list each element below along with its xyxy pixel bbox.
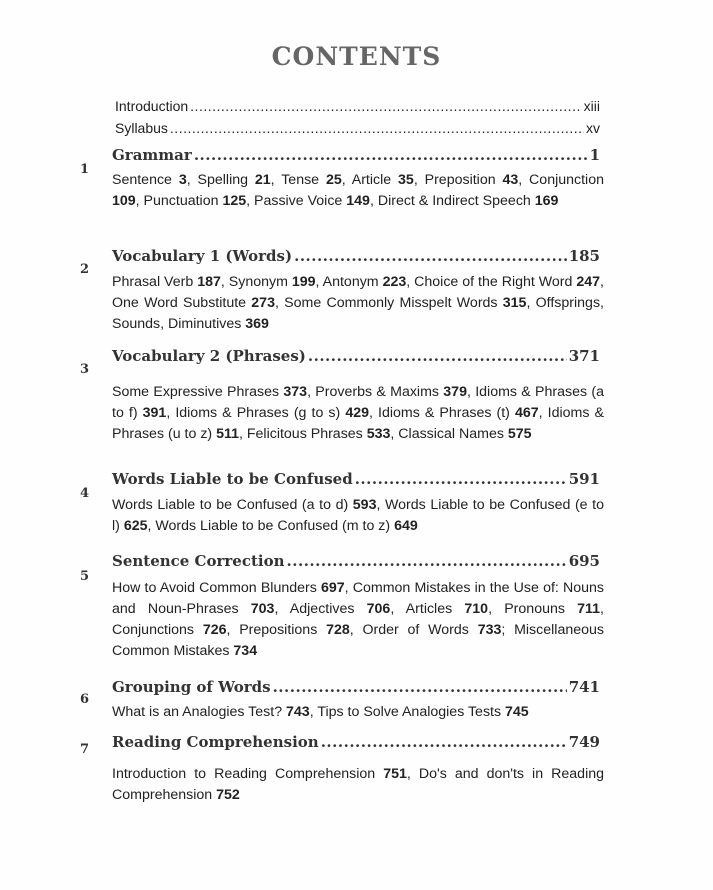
chapter-title: Grammar [112,146,192,164]
leader-dots [294,247,567,265]
toc-chapter-1[interactable] [112,146,600,164]
entry-label: Introduction [115,98,189,114]
leader-dots [273,678,567,696]
toc-entry-introduction[interactable] [115,98,600,114]
chapter-number: 5 [80,569,90,584]
entry-page: xiii [583,98,600,114]
chapter-subtopics: How to Avoid Common Blunders 697, Common Mistakes in the Use of: Nouns and Noun-Phrases 703, Adjectives 706, Articles 710, Pronouns 711, Conjunctions 726, Prepositions 728, Order of Words 733; Miscellaneous Common Mistakes 734 [112,580,605,659]
chapter-page: 185 [568,247,600,265]
leader-dots [308,347,567,365]
chapter-title: Sentence Correction [112,552,285,570]
chapter-title: Grouping of Words [112,678,271,696]
leader-dots [321,733,567,751]
chapter-subtopics: What is an Analogies Test? 743, Tips to Solve Analogies Tests 745 [112,704,529,720]
chapter-title: Vocabulary 1 (Words) [112,247,293,265]
chapter-subtopics: Words Liable to be Confused (a to d) 593, Words Liable to be Confused (e to l) 625, Words Liable to be Confused (m to z) 649 [112,497,604,534]
entry-label: Syllabus [115,120,168,136]
chapter-title: Vocabulary 2 (Phrases) [112,347,306,365]
toc-entry-syllabus[interactable] [115,120,600,136]
leader-dots [194,146,588,164]
entry-page: xv [586,120,600,136]
page-title: CONTENTS [271,42,442,71]
leader-dots [170,120,584,136]
chapter-number: 7 [80,742,90,757]
leader-dots [190,98,581,114]
chapter-number: 3 [80,362,90,377]
chapter-number: 4 [80,486,90,501]
toc-chapter-7[interactable] [112,733,600,751]
chapter-subtopics: Sentence 3, Spelling 21, Tense 25, Article 35, Preposition 43, Conjunction 109, Punctuation 125, Passive Voice 149, Direct & Indirect Speech 169 [112,172,604,209]
chapter-title: Words Liable to be Confused [112,470,353,488]
toc-chapter-5[interactable] [112,552,600,570]
chapter-page: 749 [568,733,600,751]
chapter-subtopics: Introduction to Reading Comprehension 751, Do's and don'ts in Reading Comprehension 752 [112,766,604,803]
leader-dots [287,552,567,570]
chapter-subtopics: Phrasal Verb 187, Synonym 199, Antonym 223, Choice of the Right Word 247, One Word Substitute 273, Some Commonly Misspelt Words 315, Offsprings, Sounds, Diminutives 369 [112,274,604,332]
leader-dots [355,470,567,488]
toc-chapter-4[interactable] [112,470,600,488]
chapter-page: 371 [568,347,600,365]
toc-chapter-6[interactable] [112,678,600,696]
chapter-number: 2 [80,262,90,277]
chapter-subtopics: Some Expressive Phrases 373, Proverbs & Maxims 379, Idioms & Phrases (a to f) 391, Idioms & Phrases (g to s) 429, Idioms & Phrases (t) 467, Idioms & Phrases (u to z) 511, Felicitous Phrases 533, Classical Names 575 [112,384,605,442]
chapter-page: 741 [568,678,600,696]
chapter-number: 1 [80,162,90,177]
chapter-number: 6 [80,692,90,707]
chapter-page: 695 [568,552,600,570]
toc-chapter-3[interactable] [112,347,600,365]
chapter-page: 591 [568,470,600,488]
chapter-title: Reading Comprehension [112,733,319,751]
toc-chapter-2[interactable] [112,247,600,265]
chapter-page: 1 [589,146,600,164]
